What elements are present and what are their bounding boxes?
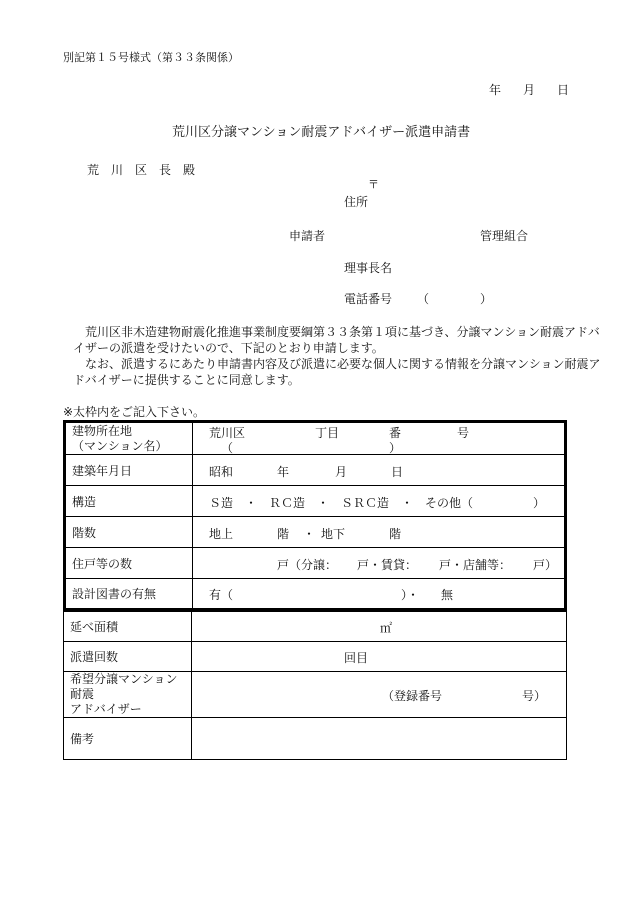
floors-value-cell[interactable]: [193, 517, 566, 548]
built-month-label: 月: [335, 464, 348, 479]
document-title: 荒川区分譲マンション耐震アドバイザー派遣申請書: [172, 125, 471, 140]
dispatch-count-unit: 回目: [344, 651, 369, 665]
row-dispatch-count: [64, 642, 567, 672]
built-year-label: 年: [277, 464, 290, 479]
body-line-2: イザーの派遣を受けたいので、下記のとおり申請します。: [73, 341, 384, 355]
advisor-value-cell[interactable]: [192, 672, 567, 718]
association-label: 管理組合: [480, 229, 529, 243]
advisor-label-cell: [64, 672, 192, 718]
phone-paren-close: ）: [480, 292, 493, 306]
application-table-main: [63, 420, 567, 611]
built-date-label: 建築年月日: [65, 455, 193, 486]
above-ground-label: 地上: [209, 526, 234, 541]
address-label: 住所: [344, 195, 369, 209]
location-label-cell: [65, 422, 193, 455]
chair-name-label: 理事長名: [344, 261, 393, 275]
dispatch-count-label: 派遣回数: [64, 642, 192, 672]
row-floors: [65, 517, 566, 548]
below-floors-unit: 階: [389, 526, 402, 541]
floor-area-value-cell[interactable]: [192, 612, 567, 642]
remarks-label: 備考: [64, 718, 192, 760]
form-reference: 別記第１５号様式（第３３条関係）: [63, 51, 239, 64]
units-label: 住戸等の数: [65, 548, 193, 579]
built-day-label: 日: [391, 464, 404, 479]
addressee: 荒 川 区 長 殿: [87, 163, 196, 177]
row-floor-area: [64, 612, 567, 642]
units-sale: 戸・賃貸：: [357, 557, 418, 572]
floors-label: 階数: [65, 517, 193, 548]
floor-area-label: 延べ面積: [64, 612, 192, 642]
units-value-cell[interactable]: [193, 548, 566, 579]
advisor-label-line2: アドバイザー: [70, 702, 142, 716]
built-date-value-cell[interactable]: [193, 455, 566, 486]
structure-value-cell[interactable]: [193, 486, 566, 517]
ban-label: 番: [389, 426, 402, 440]
units-total: 戸（分譲：: [277, 557, 338, 572]
body-line-4: ドバイザーに提供することに同意します。: [73, 373, 300, 387]
table-note: ※太枠内をご記入下さい。: [63, 405, 206, 419]
structure-label: 構造: [65, 486, 193, 517]
name-paren-close: ）: [389, 441, 402, 455]
date-day-label: 日: [557, 83, 570, 97]
structure-paren-close: ）: [533, 495, 546, 510]
name-paren-open: （: [221, 441, 234, 455]
structure-options: Ｓ造 ・ ＲＣ造 ・ ＳＲＣ造 ・ その他（: [209, 495, 474, 510]
row-built-date: [65, 455, 566, 486]
drawings-label: 設計図書の有無: [65, 579, 193, 610]
drawings-yes: 有（: [209, 588, 234, 602]
registration-go-label: 号）: [522, 689, 547, 703]
ward-name: 荒川区: [209, 426, 246, 440]
application-table-sub: [63, 611, 567, 760]
dispatch-count-value-cell[interactable]: [192, 642, 567, 672]
row-remarks: [64, 718, 567, 760]
chome-label: 丁目: [315, 426, 340, 440]
below-ground-label: 地下: [321, 526, 346, 541]
location-value-cell[interactable]: [193, 422, 566, 455]
applicant-label: 申請者: [289, 229, 326, 243]
body-line-1: 荒川区非木造建物耐震化推進事業制度要綱第３３条第１項に基づき、分譲マンション耐震アドバ: [85, 325, 600, 339]
row-units: [65, 548, 566, 579]
drawings-paren-close: ）・: [401, 588, 420, 602]
row-structure: [65, 486, 566, 517]
date-year-label: 年: [489, 83, 502, 97]
phone-paren-open: （: [417, 292, 430, 306]
postal-mark: 〒: [368, 178, 379, 191]
location-label: 建物所在地: [72, 423, 133, 438]
row-location: [65, 422, 566, 455]
above-floors-unit: 階: [277, 526, 290, 541]
row-advisor: [64, 672, 567, 718]
go-label: 号: [457, 426, 470, 440]
date-month-label: 月: [523, 83, 536, 97]
era-label: 昭和: [209, 464, 234, 479]
row-drawings: [65, 579, 566, 610]
drawings-value-cell[interactable]: [193, 579, 566, 610]
drawings-no: 無: [441, 588, 454, 602]
floors-separator: ・: [303, 526, 316, 541]
floor-area-unit: ㎡: [380, 621, 393, 635]
advisor-label-line1: 希望分譲マンション耐震: [70, 672, 178, 701]
building-name-label: （マンション名）: [72, 438, 168, 453]
phone-label: 電話番号: [344, 292, 393, 306]
body-line-3: なお、派遣するにあたり申請書内容及び派遣に必要な個人に関する情報を分譲マンション耐震ア: [85, 357, 601, 371]
units-shop: 戸）: [533, 557, 558, 572]
units-rent: 戸・店舗等：: [439, 557, 512, 572]
registration-number-label: （登録番号: [382, 689, 443, 703]
remarks-value-cell[interactable]: [192, 718, 567, 760]
